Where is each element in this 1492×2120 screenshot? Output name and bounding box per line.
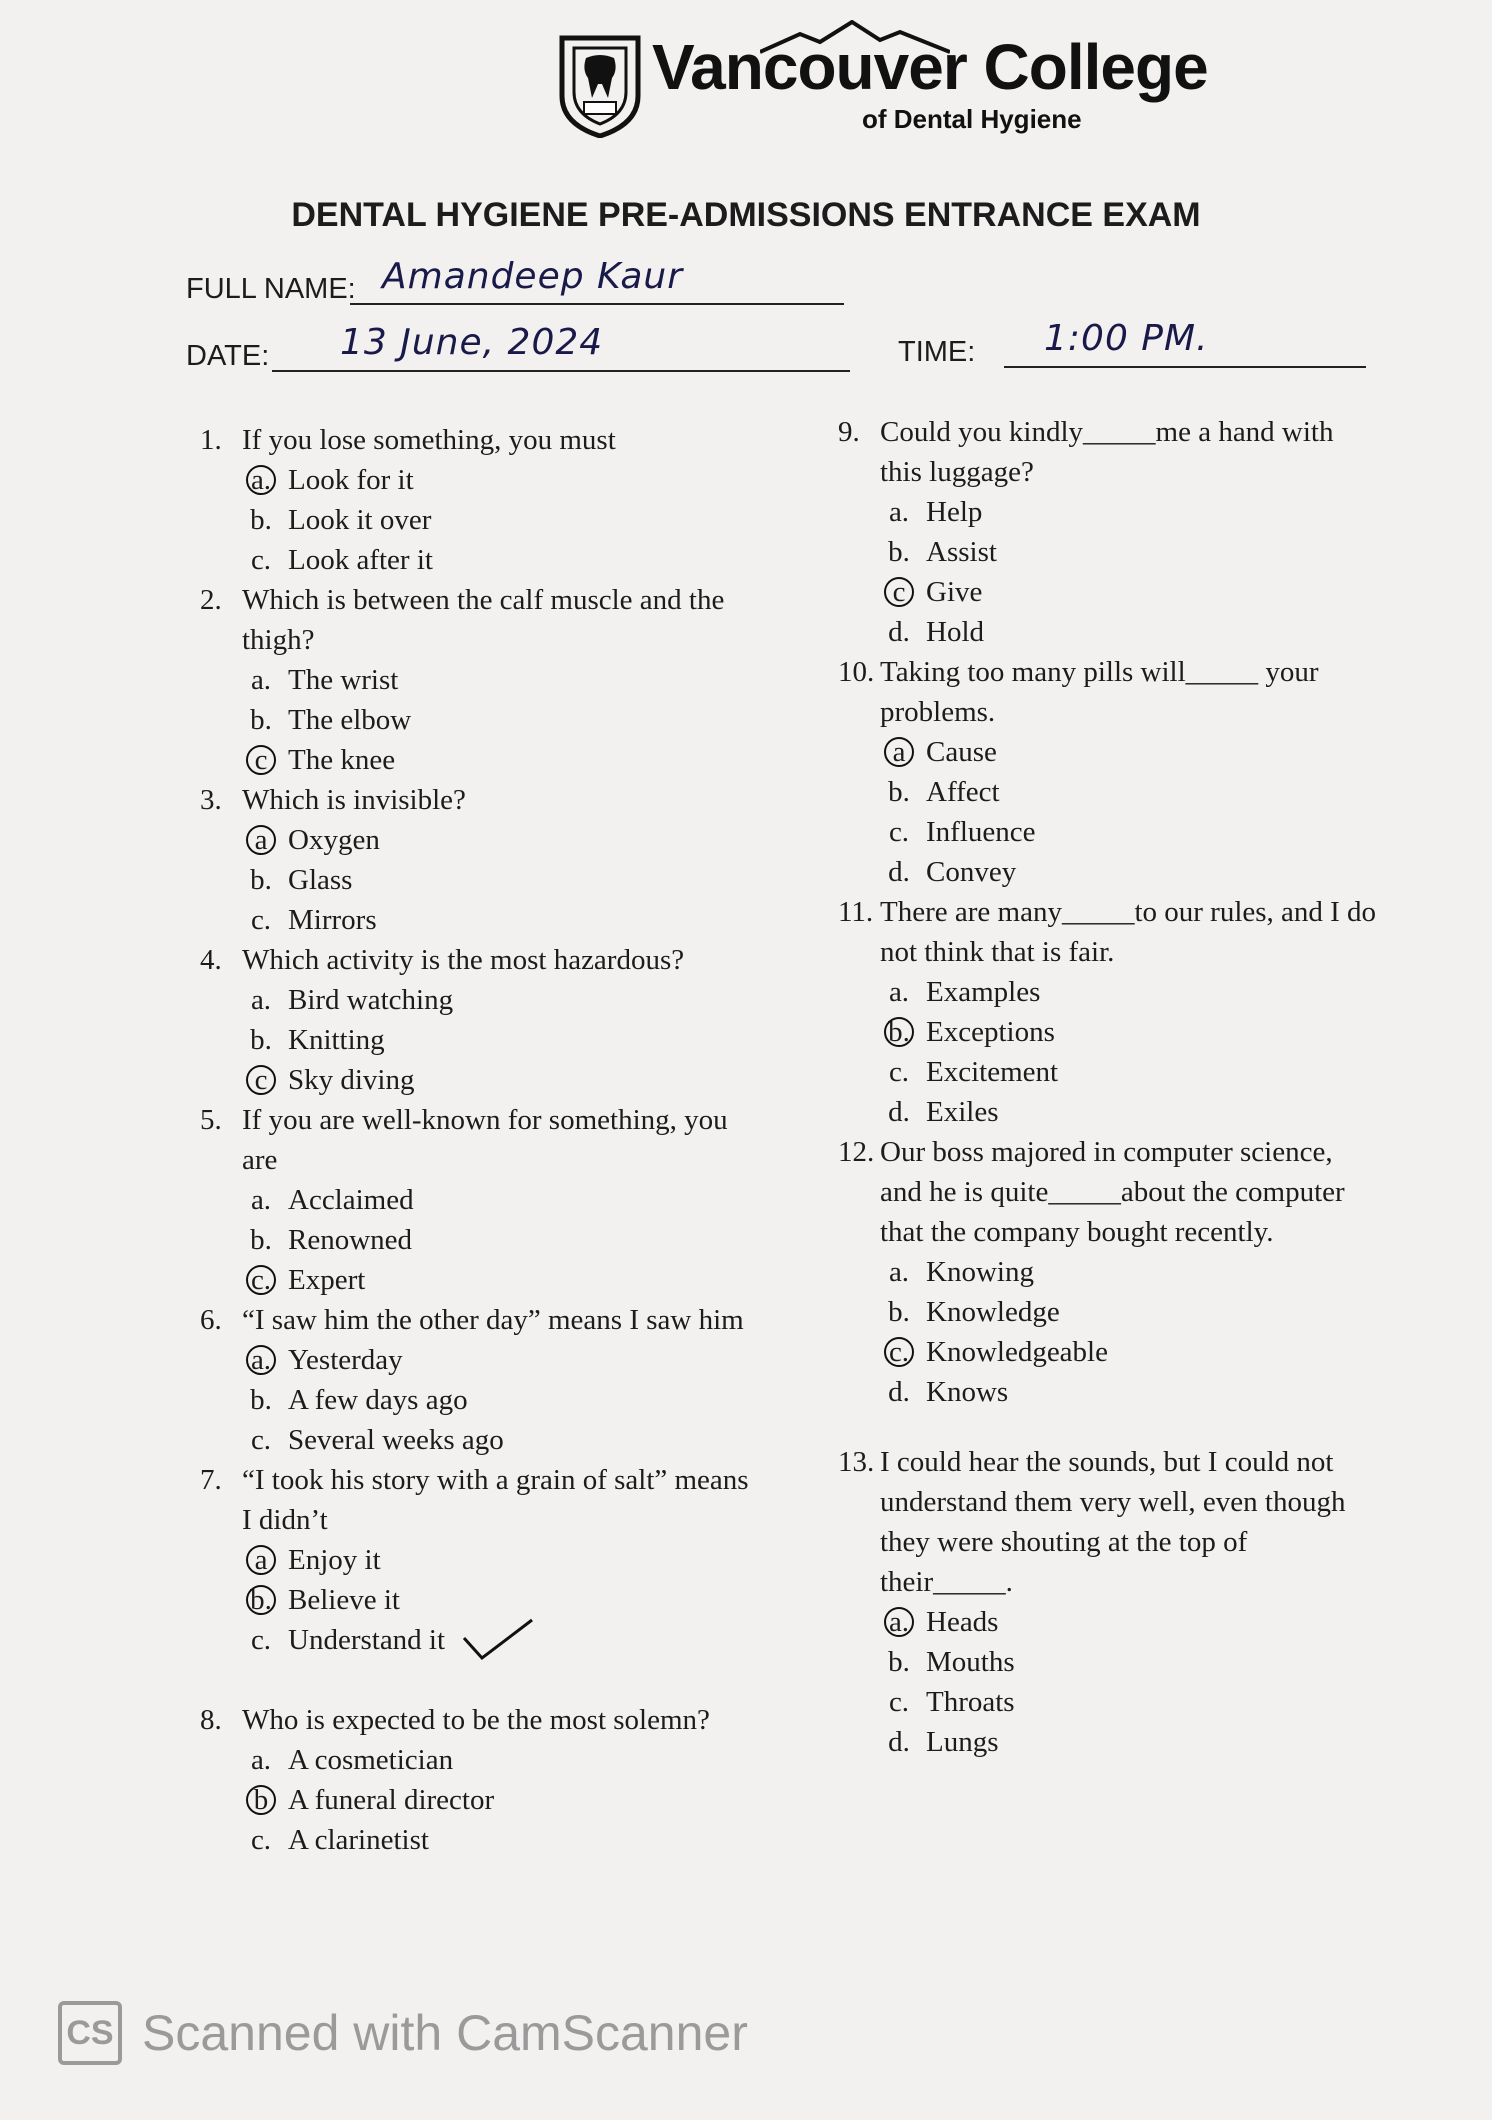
option-text: Sky diving [288, 1064, 415, 1096]
question-text [200, 1460, 760, 1540]
question-prompt: Who is expected to be the most solemn? [242, 1704, 710, 1736]
circled-option-letter: b [244, 1780, 278, 1820]
answer-option[interactable] [200, 1420, 760, 1460]
question-11 [838, 892, 1378, 1132]
question-number: 2. [200, 584, 222, 616]
tooth-shield-logo-icon [556, 34, 644, 138]
option-letter: a. [250, 984, 272, 1016]
question-2 [200, 580, 760, 780]
option-text: Look it over [288, 504, 432, 536]
answer-option[interactable] [200, 460, 760, 500]
option-text: Examples [926, 976, 1041, 1008]
answer-option[interactable] [200, 540, 760, 580]
question-prompt: Taking too many pills will_____ your problems. [880, 656, 1319, 728]
question-number: 8. [200, 1704, 222, 1736]
circled-option-letter: b. [882, 1012, 916, 1052]
question-prompt: Which activity is the most hazardous? [242, 944, 685, 976]
option-letter: c. [888, 1056, 910, 1088]
question-text [838, 412, 1378, 492]
answer-option[interactable] [838, 1012, 1378, 1052]
circled-option-letter: a [244, 1540, 278, 1580]
exam-title: DENTAL HYGIENE PRE-ADMISSIONS ENTRANCE EXAM [291, 196, 1201, 234]
option-letter: a. [888, 496, 910, 528]
answer-option[interactable] [838, 1722, 1378, 1762]
question-number: 5. [200, 1104, 222, 1136]
college-subtitle: of Dental Hygiene [862, 104, 1082, 134]
full-name-line [350, 303, 844, 305]
question-number: 1. [200, 424, 222, 456]
option-text: Throats [926, 1686, 1015, 1718]
question-1 [200, 420, 760, 580]
answer-option[interactable] [200, 500, 760, 540]
answer-option[interactable] [838, 1682, 1378, 1722]
answer-option[interactable] [838, 732, 1378, 772]
question-4 [200, 940, 760, 1100]
answer-option[interactable] [838, 772, 1378, 812]
option-letter: b. [250, 704, 272, 736]
option-text: Hold [926, 616, 984, 648]
circled-option-letter: c. [244, 1260, 278, 1300]
option-text: Influence [926, 816, 1036, 848]
question-prompt: If you are well-known for something, you are [242, 1104, 728, 1176]
option-letter: a. [888, 976, 910, 1008]
option-text: Believe it [288, 1584, 400, 1616]
question-number: 9. [838, 416, 860, 448]
question-text [838, 892, 1378, 972]
option-letter: c. [888, 816, 910, 848]
option-text: Exceptions [926, 1016, 1055, 1048]
option-text: Lungs [926, 1726, 999, 1758]
answer-option[interactable] [200, 1020, 760, 1060]
option-letter: c. [250, 1624, 272, 1656]
option-letter: c. [888, 1686, 910, 1718]
camscanner-text: Scanned with CamScanner [142, 2005, 748, 2061]
option-text: A cosmetician [288, 1744, 454, 1776]
question-number: 10. [838, 656, 875, 688]
date-line [272, 370, 850, 372]
option-text: Look for it [288, 464, 414, 496]
answer-option[interactable] [838, 1332, 1378, 1372]
option-letter: a. [250, 664, 272, 696]
answer-option[interactable] [200, 980, 760, 1020]
full-name-label: FULL NAME: [186, 273, 356, 305]
option-letter: b. [250, 504, 272, 536]
answer-option[interactable] [200, 1060, 760, 1100]
question-text [200, 940, 760, 980]
answer-option[interactable] [838, 572, 1378, 612]
circled-option-letter: c [244, 1060, 278, 1100]
option-text: Mouths [926, 1646, 1015, 1678]
question-9 [838, 412, 1378, 652]
option-letter: d. [888, 856, 910, 888]
circled-option-letter: a [882, 732, 916, 772]
option-text: A clarinetist [288, 1824, 429, 1856]
question-number: 12. [838, 1136, 875, 1168]
option-letter: b. [888, 1646, 910, 1678]
answer-option[interactable] [838, 1292, 1378, 1332]
answer-option[interactable] [200, 860, 760, 900]
option-letter: b. [250, 1024, 272, 1056]
circled-option-letter: a. [244, 1340, 278, 1380]
circled-option-letter: c. [882, 1332, 916, 1372]
option-text: Help [926, 496, 983, 528]
question-3 [200, 780, 760, 940]
answer-option[interactable] [838, 1372, 1378, 1412]
full-name-value[interactable]: Amandeep Kaur [382, 256, 684, 297]
option-text: Knitting [288, 1024, 385, 1056]
option-text: Affect [926, 776, 1000, 808]
option-text: A few days ago [288, 1384, 468, 1416]
option-letter: c. [250, 544, 272, 576]
circled-option-letter: a. [244, 460, 278, 500]
option-text: Several weeks ago [288, 1424, 504, 1456]
option-text: Knowledge [926, 1296, 1060, 1328]
option-letter: b. [888, 536, 910, 568]
option-text: Oxygen [288, 824, 380, 856]
college-name: Vancouver College [652, 31, 1208, 103]
option-letter: b. [888, 1296, 910, 1328]
question-prompt: Could you kindly_____me a hand with this luggage? [880, 416, 1334, 488]
answer-option[interactable] [200, 1220, 760, 1260]
option-text: Cause [926, 736, 997, 768]
question-8 [200, 1700, 760, 1860]
option-text: Knows [926, 1376, 1009, 1408]
option-text: Glass [288, 864, 353, 896]
answer-option[interactable] [200, 1780, 760, 1820]
option-letter: d. [888, 1096, 910, 1128]
option-text: Give [926, 576, 983, 608]
answer-option[interactable] [838, 1092, 1378, 1132]
question-number: 7. [200, 1464, 222, 1496]
question-prompt: “I saw him the other day” means I saw him [242, 1304, 744, 1336]
option-letter: d. [888, 1376, 910, 1408]
time-value[interactable]: 1:00 PM. [1044, 318, 1209, 359]
time-line [1004, 366, 1366, 368]
option-letter: b. [250, 1224, 272, 1256]
answer-option[interactable] [838, 1052, 1378, 1092]
question-text [838, 1132, 1378, 1252]
answer-option[interactable] [838, 972, 1378, 1012]
option-letter: b. [250, 1384, 272, 1416]
answer-option[interactable] [838, 612, 1378, 652]
circled-option-letter: c [882, 572, 916, 612]
question-number: 4. [200, 944, 222, 976]
answer-option[interactable] [838, 812, 1378, 852]
answer-option[interactable] [200, 1340, 760, 1380]
question-prompt: I could hear the sounds, but I could not understand them very well, even though they were shouting at the top of their_____. [880, 1446, 1346, 1598]
question-prompt: Which is between the calf muscle and the thigh? [242, 584, 725, 656]
option-letter: a. [250, 1744, 272, 1776]
option-text: Yesterday [288, 1344, 403, 1376]
question-6 [200, 1300, 760, 1460]
answer-option[interactable] [200, 740, 760, 780]
question-text [200, 780, 760, 820]
option-text: The elbow [288, 704, 412, 736]
question-number: 6. [200, 1304, 222, 1336]
question-text [200, 1300, 760, 1340]
answer-option[interactable] [200, 1580, 760, 1620]
question-text [200, 1700, 760, 1740]
option-text: Expert [288, 1264, 366, 1296]
option-text: Look after it [288, 544, 433, 576]
question-5 [200, 1100, 760, 1300]
time-label: TIME: [898, 336, 976, 368]
answer-option[interactable] [200, 1260, 760, 1300]
option-text: Assist [926, 536, 997, 568]
date-value[interactable]: 13 June, 2024 [340, 322, 604, 363]
option-text: Bird watching [288, 984, 454, 1016]
question-10 [838, 652, 1378, 892]
question-text [838, 652, 1378, 732]
answer-option[interactable] [838, 492, 1378, 532]
option-text: Mirrors [288, 904, 377, 936]
option-letter: c. [250, 1424, 272, 1456]
question-text [200, 1100, 760, 1180]
option-letter: d. [888, 1726, 910, 1758]
option-text: The wrist [288, 664, 399, 696]
answer-option[interactable] [838, 1642, 1378, 1682]
option-letter: b. [250, 864, 272, 896]
answer-option[interactable] [200, 1540, 760, 1580]
question-number: 3. [200, 784, 222, 816]
answer-option[interactable] [200, 1180, 760, 1220]
answer-option[interactable] [200, 700, 760, 740]
question-prompt: There are many_____to our rules, and I do not think that is fair. [880, 896, 1377, 968]
circled-option-letter: c [244, 740, 278, 780]
date-label: DATE: [186, 340, 270, 372]
questions-right-column [838, 412, 1378, 1762]
question-12 [838, 1132, 1378, 1412]
circled-option-letter: a [244, 820, 278, 860]
circled-option-letter: a. [882, 1602, 916, 1642]
answer-option[interactable] [200, 1820, 760, 1860]
option-letter: c. [250, 904, 272, 936]
question-prompt: If you lose something, you must [242, 424, 616, 456]
option-text: Understand it [288, 1624, 446, 1656]
option-letter: c. [250, 1824, 272, 1856]
option-text: Knowledgeable [926, 1336, 1108, 1368]
camscanner-watermark [58, 1998, 748, 2068]
option-text: A funeral director [288, 1784, 495, 1816]
option-letter: a. [888, 1256, 910, 1288]
option-text: Exiles [926, 1096, 999, 1128]
option-text: Excitement [926, 1056, 1059, 1088]
option-letter: a. [250, 1184, 272, 1216]
circled-option-letter: b. [244, 1580, 278, 1620]
question-prompt: Our boss majored in computer science, and he is quite_____about the computer that the company bought recently. [880, 1136, 1345, 1248]
option-text: Convey [926, 856, 1017, 888]
answer-option[interactable] [200, 820, 760, 860]
answer-option[interactable] [200, 900, 760, 940]
checkmark-icon [462, 1616, 534, 1662]
question-number: 13. [838, 1446, 875, 1478]
answer-option[interactable] [200, 1740, 760, 1780]
option-text: Enjoy it [288, 1544, 381, 1576]
option-text: Knowing [926, 1256, 1034, 1288]
answer-option[interactable] [200, 660, 760, 700]
question-text [838, 1442, 1378, 1602]
option-text: The knee [288, 744, 396, 776]
answer-option[interactable] [838, 1252, 1378, 1292]
camscanner-logo-icon: CS [58, 2001, 122, 2065]
option-text: Acclaimed [288, 1184, 414, 1216]
answer-option[interactable] [200, 1380, 760, 1420]
question-text [200, 580, 760, 660]
answer-option[interactable] [838, 1602, 1378, 1642]
answer-option[interactable] [838, 532, 1378, 572]
option-letter: b. [888, 776, 910, 808]
question-prompt: Which is invisible? [242, 784, 466, 816]
question-prompt: “I took his story with a grain of salt” means I didn’t [242, 1464, 749, 1536]
question-13 [838, 1442, 1378, 1762]
answer-option[interactable] [838, 852, 1378, 892]
question-text [200, 420, 760, 460]
question-number: 11. [838, 896, 874, 928]
option-letter: d. [888, 616, 910, 648]
option-text: Renowned [288, 1224, 413, 1256]
option-text: Heads [926, 1606, 999, 1638]
